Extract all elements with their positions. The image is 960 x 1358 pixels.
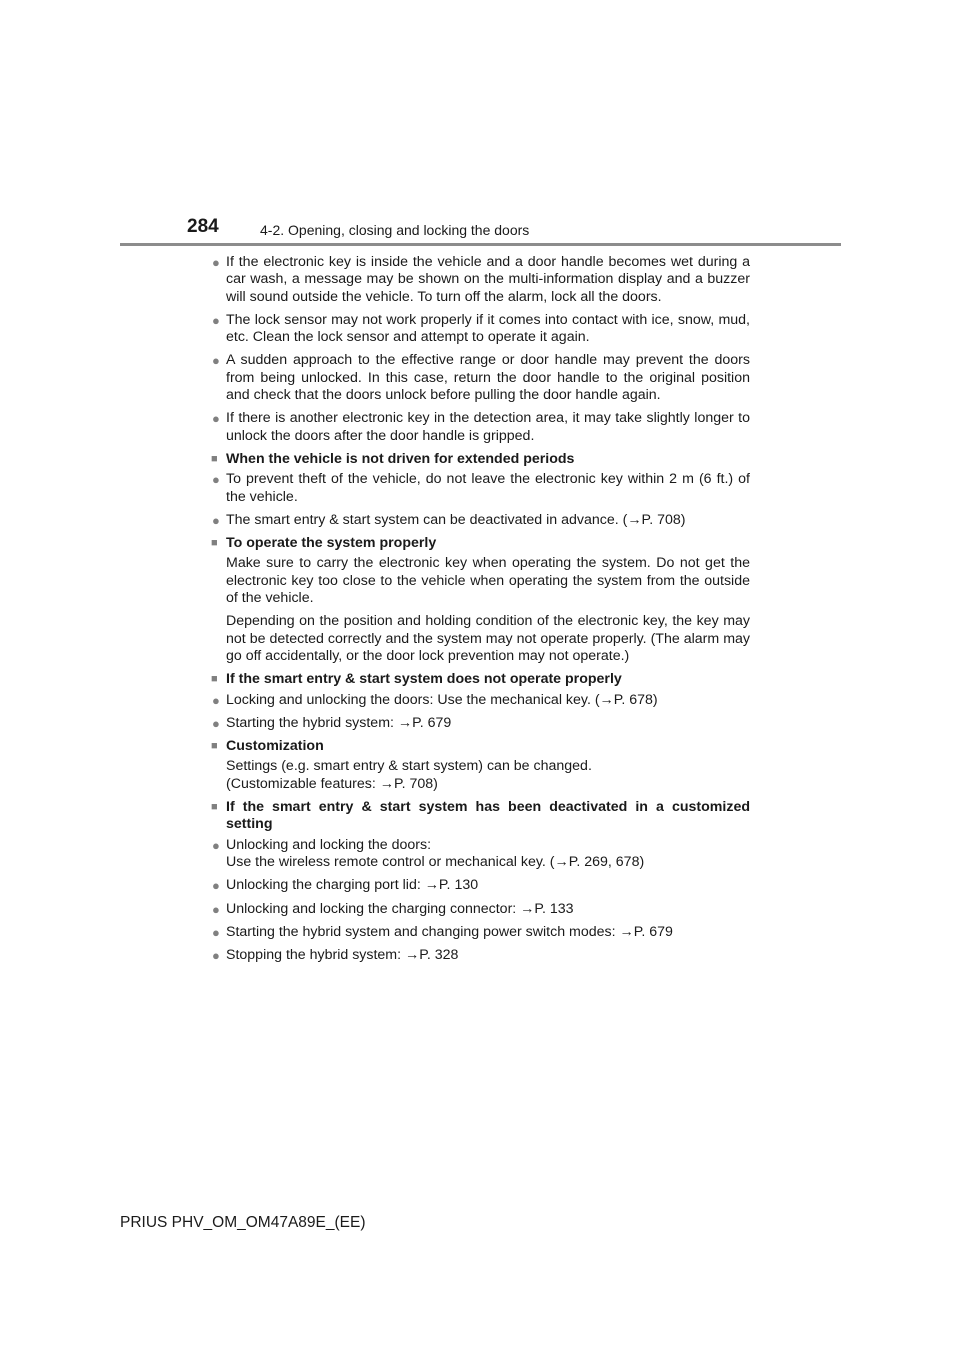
text: Stopping the hybrid system: →P. 328 bbox=[226, 947, 459, 964]
text: Locking and unlocking the doors: Use the mechanical key. (→P. 678) bbox=[226, 691, 658, 708]
paragraph bbox=[208, 613, 750, 665]
round-bullet-icon: ● bbox=[212, 472, 220, 488]
round-bullet-icon: ● bbox=[212, 312, 220, 328]
square-bullet-icon: ■ bbox=[211, 740, 218, 753]
bullet-item bbox=[208, 924, 750, 941]
text: If there is another electronic key in the detection area, it may take slightly longer to unlock the doors after the door handle is gripped. bbox=[226, 410, 750, 444]
text: Starting the hybrid system: →P. 679 bbox=[226, 714, 452, 731]
round-bullet-icon: ● bbox=[212, 948, 220, 964]
section-heading bbox=[208, 671, 750, 688]
bullet-item bbox=[208, 901, 750, 918]
text: Depending on the position and holding condition of the electronic key, the key may not be detected correctly and the system may not operate properly. (The alarm may go off accidentally, or the door lock prevention may not operate.) bbox=[226, 613, 750, 664]
bullet-item bbox=[208, 512, 750, 529]
text: Starting the hybrid system and changing power switch modes: →P. 679 bbox=[226, 923, 673, 940]
text-line: Unlocking and locking the doors: bbox=[226, 836, 432, 853]
square-bullet-icon: ■ bbox=[211, 452, 218, 465]
square-bullet-icon: ■ bbox=[211, 673, 218, 686]
section-heading bbox=[208, 799, 750, 834]
paragraph bbox=[208, 555, 750, 607]
section-heading bbox=[208, 535, 750, 552]
text: Make sure to carry the electronic key when operating the system. Do not get the electronic key too close to the vehicle when operating the system from the outside of the vehicle. bbox=[226, 555, 750, 607]
bullet-item bbox=[208, 254, 750, 306]
text: To operate the system properly bbox=[226, 535, 437, 552]
header-divider bbox=[120, 243, 841, 246]
page-number: 284 bbox=[187, 216, 219, 237]
text: If the electronic key is inside the vehicle and a door handle becomes wet during a car wash, a message may be shown on the multi-information display and a buzzer will sound outside the vehicle. To turn off the alarm, lock all the doors. bbox=[226, 254, 750, 305]
page-content bbox=[208, 254, 750, 964]
bullet-item bbox=[208, 715, 750, 732]
bullet-item bbox=[208, 837, 750, 872]
round-bullet-icon: ● bbox=[212, 692, 220, 708]
text: To prevent theft of the vehicle, do not leave the electronic key within 2 m (6 ft.) of the vehicle. bbox=[226, 471, 750, 505]
text: Customization bbox=[226, 738, 324, 755]
round-bullet-icon: ● bbox=[212, 924, 220, 940]
bullet-item bbox=[208, 692, 750, 709]
section-title: 4-2. Opening, closing and locking the doors bbox=[260, 222, 530, 238]
text: If the smart entry & start system has been deactivated in a customized setting bbox=[226, 799, 750, 833]
text-line: Settings (e.g. smart entry & start system) can be changed. bbox=[226, 758, 592, 775]
document-id: PRIUS PHV_OM_OM47A89E_(EE) bbox=[120, 1214, 366, 1231]
round-bullet-icon: ● bbox=[212, 901, 220, 917]
bullet-item bbox=[208, 410, 750, 445]
square-bullet-icon: ■ bbox=[211, 537, 218, 550]
section-heading bbox=[208, 451, 750, 468]
text: Unlocking and locking the charging connector: →P. 133 bbox=[226, 900, 574, 917]
bullet-item bbox=[208, 312, 750, 347]
text: A sudden approach to the effective range or door handle may prevent the doors from being unlocked. In this case, return the door handle to the original position and check that the doors unlock before pulling the door handle again. bbox=[226, 352, 750, 404]
bullet-item bbox=[208, 877, 750, 894]
round-bullet-icon: ● bbox=[212, 353, 220, 369]
bullet-item bbox=[208, 947, 750, 964]
section-heading bbox=[208, 738, 750, 755]
text: When the vehicle is not driven for extended periods bbox=[226, 450, 575, 467]
text: The lock sensor may not work properly if it comes into contact with ice, snow, mud, etc. Clean the lock sensor and attempt to operate it again. bbox=[226, 311, 750, 346]
text: If the smart entry & start system does not operate properly bbox=[226, 671, 622, 688]
round-bullet-icon: ● bbox=[212, 837, 220, 853]
text: Unlocking the charging port lid: →P. 130 bbox=[226, 877, 479, 894]
round-bullet-icon: ● bbox=[212, 878, 220, 894]
paragraph bbox=[208, 758, 750, 793]
text-line: Use the wireless remote control or mechanical key. (→P. 269, 678) bbox=[226, 853, 645, 870]
round-bullet-icon: ● bbox=[212, 512, 220, 528]
text-line: (Customizable features: →P. 708) bbox=[226, 775, 438, 792]
page-header bbox=[0, 0, 960, 250]
square-bullet-icon: ■ bbox=[211, 801, 218, 814]
round-bullet-icon: ● bbox=[212, 715, 220, 731]
bullet-item bbox=[208, 352, 750, 404]
round-bullet-icon: ● bbox=[212, 411, 220, 427]
bullet-item bbox=[208, 471, 750, 506]
text: The smart entry & start system can be deactivated in advance. (→P. 708) bbox=[226, 511, 686, 528]
round-bullet-icon: ● bbox=[212, 255, 220, 270]
